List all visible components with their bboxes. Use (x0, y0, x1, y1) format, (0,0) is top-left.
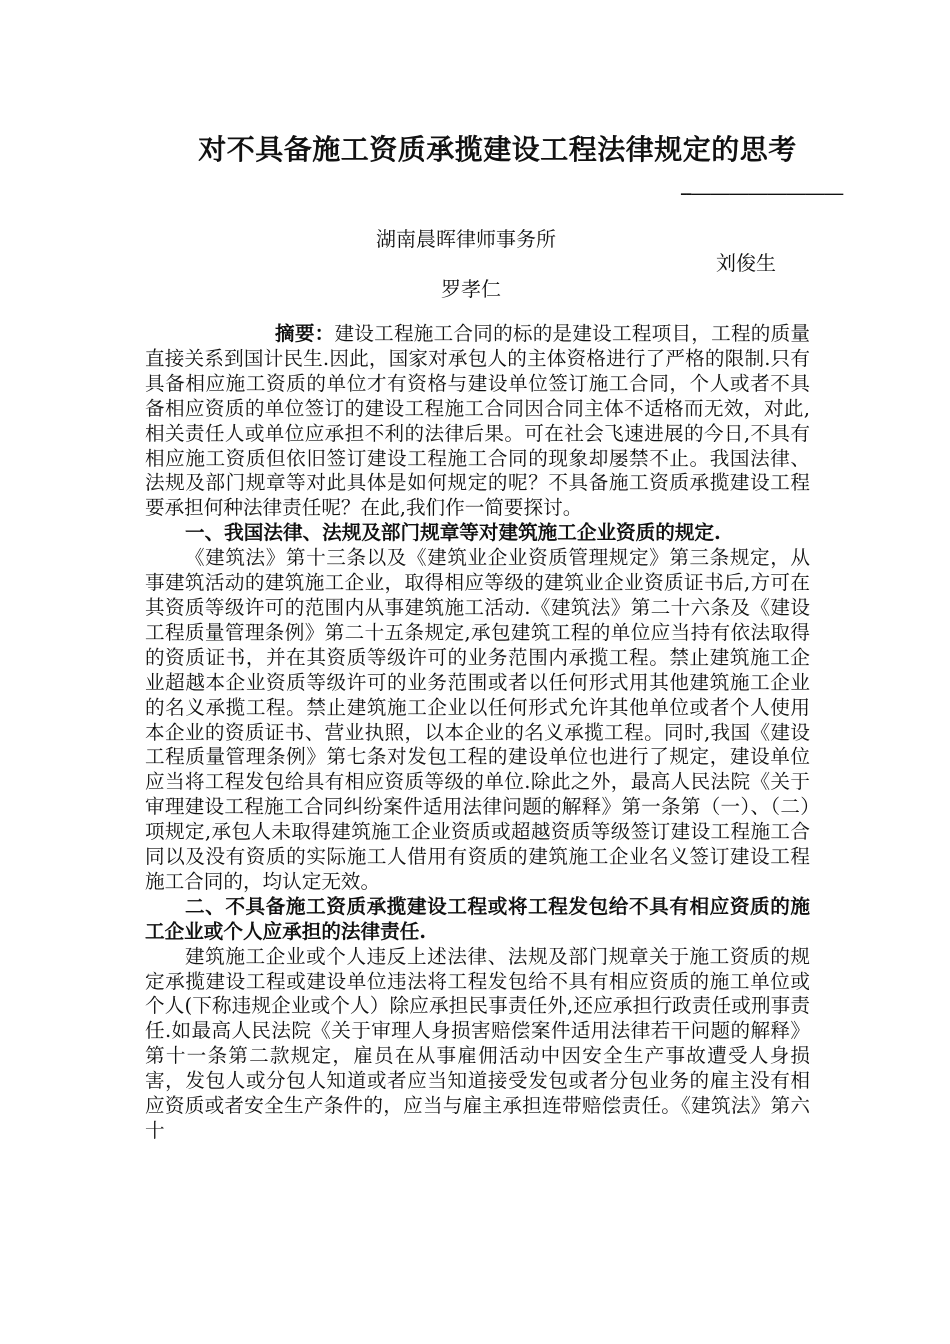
section-heading: 二、不具备施工资质承揽建设工程或将工程发包给不具有相应资质的施工企业或个人应承担的法律责任. (145, 894, 810, 943)
abstract-text: 建设工程施工合同的标的是建设工程项目，工程的质量直接关系到国计民生.因此，国家对承包人的主体资格进行了严格的限制.只有具备相应施工资质的单位才有资格与建设单位签订施工合同，个人或者不具备相应资质的单位签订的建设工程施工合同因合同主体不适格而无效，对此,相关责任人或单位应承担不利的法律后果。可在社会飞速进展的今日,不具有相应施工资质但依旧签订建设工程施工合同的现象却屡禁不止。我国法律、法规及部门规章等对此具体是如何规定的呢？不具备施工资质承揽建设工程要承担何种法律责任呢？在此,我们作一简要探讨。 (145, 322, 811, 520)
section-heading: 一、我国法律、法规及部门规章等对建筑施工企业资质的规定. (185, 521, 721, 545)
abstract-paragraph (145, 322, 810, 521)
law-firm-name: 湖南晨晖律师事务所 (376, 227, 556, 251)
abstract-label: 摘要： (275, 322, 335, 345)
document-body (145, 322, 810, 1144)
body-paragraph: 建筑施工企业或个人违反上述法律、法规及部门规章关于施工资质的规定承揽建设工程或建设单位违法将工程发包给不具有相应资质的施工单位或个人(下称违规企业或个人）除应承担民事责任外,还应承担行政责任或刑事责任.如最高人民法院《关于审理人身损害赔偿案件适用法律若干问题的解释》第十一条第二款规定，雇员在从事雇佣活动中因安全生产事故遭受人身损害，发包人或分包人知道或者应当知道接受发包或者分包业务的雇主没有相应资质或者安全生产条件的，应当与雇主承担连带赔偿责任。《建筑法》第六十 (145, 944, 810, 1142)
body-paragraph: 《建筑法》第十三条以及《建筑业企业资质管理规定》第三条规定，从事建筑活动的建筑施工企业，取得相应等级的建筑业企业资质证书后,方可在其资质等级许可的范围内从事建筑施工活动.《建筑法》第二十六条及《建设工程质量管理条例》第二十五条规定,承包建筑工程的单位应当持有依法取得的资质证书，并在其资质等级许可的业务范围内承揽工程。禁止建筑施工企业超越本企业资质等级许可的业务范围或者以任何形式用其他建筑施工企业的名义承揽工程。禁止建筑施工企业以任何形式允许其他单位或者个人使用本企业的资质证书、营业执照，以本企业的名义承揽工程。同时,我国《建设工程质量管理条例》第七条对发包工程的建设单位也进行了规定，建设单位应当将工程发包给具有相应资质等级的单位.除此之外，最高人民法院《关于审理建设工程施工合同纠纷案件适用法律问题的解释》第一条第（一）、（二）项规定,承包人未取得建筑施工企业资质或超越资质等级签订建设工程施工合同以及没有资质的实际施工人借用有资质的建筑施工企业名义签订建设工程施工合同的，均认定无效。 (145, 546, 810, 893)
document-title: 对不具备施工资质承揽建设工程法律规定的思考 (198, 133, 797, 166)
title-dash-line: --———————— (680, 181, 843, 205)
author-name: 罗孝仁 (441, 277, 501, 301)
author-name: 刘俊生 (716, 251, 776, 275)
